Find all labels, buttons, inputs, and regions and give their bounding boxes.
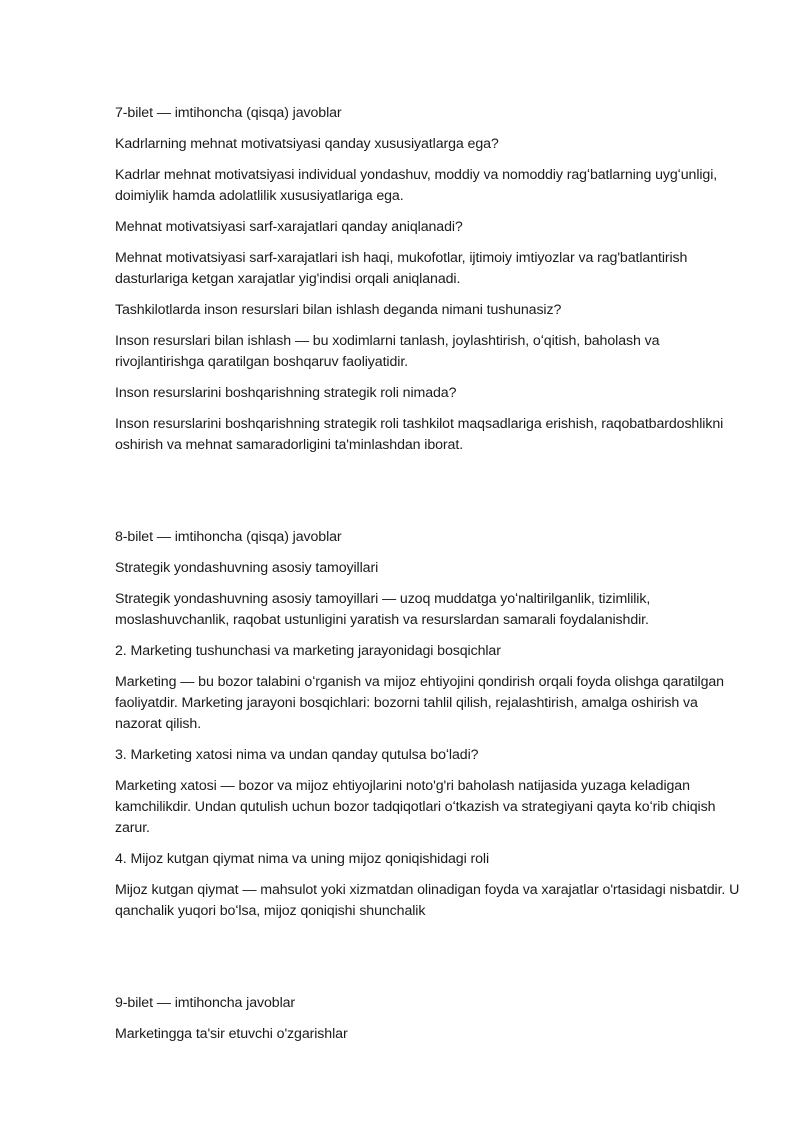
- answer-paragraph: Mijoz kutgan qiymat — mahsulot yoki xizmatdan olinadigan foyda va xarajatlar o'rtasidagi nisbatdir. U qanchalik yuqori boʻlsa, mijoz qoniqishi shunchalik: [115, 882, 740, 919]
- answer-paragraph: Mehnat motivatsiyasi sarf-xarajatlari ish haqi, mukofotlar, ijtimoiy imtiyozlar va rag'batlantirish dasturlariga ketgan xarajatlar yig'indisi orqali aniqlanadi.: [115, 250, 688, 287]
- section-heading: 9-bilet — imtihoncha javoblar: [115, 995, 296, 1011]
- section-spacer: [115, 932, 744, 993]
- question-paragraph: Tashkilotlarda inson resurslari bilan ishlash deganda nimani tushunasiz?: [115, 302, 562, 318]
- answer-paragraph: Kadrlar mehnat motivatsiyasi individual yondashuv, moddiy va nomoddiy ragʻbatlarning uygʻunligi, doimiylik hamda adolatlilik xususiyatlariga ega.: [115, 167, 718, 204]
- section-bilet-8: [115, 527, 744, 922]
- answer-paragraph: Marketing — bu bozor talabini oʻrganish va mijoz ehtiyojini qondirish orqali foyda olishga qaratilgan faoliyatdir. Marketing jarayoni bosqichlari: bozorni tahlil qilish, rejalashtirish, amalga oshirish va nazorat qilish.: [115, 674, 724, 732]
- question-paragraph: Kadrlarning mehnat motivatsiyasi qanday xususiyatlarga ega?: [115, 136, 499, 152]
- section-heading: 7-bilet — imtihoncha (qisqa) javoblar: [115, 105, 342, 121]
- section-bilet-7: [115, 103, 744, 456]
- question-paragraph: Mehnat motivatsiyasi sarf-xarajatlari qanday aniqlanadi?: [115, 219, 463, 235]
- section-heading: 8-bilet — imtihoncha (qisqa) javoblar: [115, 529, 342, 545]
- section-bilet-9: [115, 993, 744, 1045]
- answer-paragraph: Inson resurslari bilan ishlash — bu xodimlarni tanlash, joylashtirish, oʻqitish, baholash va rivojlantirishga qaratilgan boshqaruv faoliyatidir.: [115, 333, 660, 370]
- question-paragraph: 2. Marketing tushunchasi va marketing jarayonidagi bosqichlar: [115, 643, 501, 659]
- answer-paragraph: Inson resurslarini boshqarishning strategik roli tashkilot maqsadlariga erishish, raqobatbardoshlikni oshirish va mehnat samaradorligini ta'minlashdan iborat.: [115, 416, 724, 453]
- question-paragraph: 4. Mijoz kutgan qiymat nima va uning mijoz qoniqishidagi roli: [115, 851, 489, 867]
- question-paragraph: Inson resurslarini boshqarishning strategik roli nimada?: [115, 385, 457, 401]
- section-spacer: [115, 466, 744, 527]
- question-paragraph: 3. Marketing xatosi nima va undan qanday qutulsa boʻladi?: [115, 747, 479, 763]
- answer-paragraph: Marketing xatosi — bozor va mijoz ehtiyojlarini noto'g'ri baholash natijasida yuzaga keladigan kamchilikdir. Undan qutulish uchun bozor tadqiqotlari oʻtkazish va strategiyani qayta koʻrib chiqish zarur.: [115, 778, 716, 836]
- answer-paragraph: Strategik yondashuvning asosiy tamoyillari — uzoq muddatga yoʻnaltirilganlik, tizimlilik, moslashuvchanlik, raqobat ustunligini yaratish va resurslardan samarali foydalanishdir.: [115, 591, 651, 628]
- question-paragraph: Marketingga ta'sir etuvchi o'zgarishlar: [115, 1026, 348, 1042]
- question-paragraph: Strategik yondashuvning asosiy tamoyillari: [115, 560, 379, 576]
